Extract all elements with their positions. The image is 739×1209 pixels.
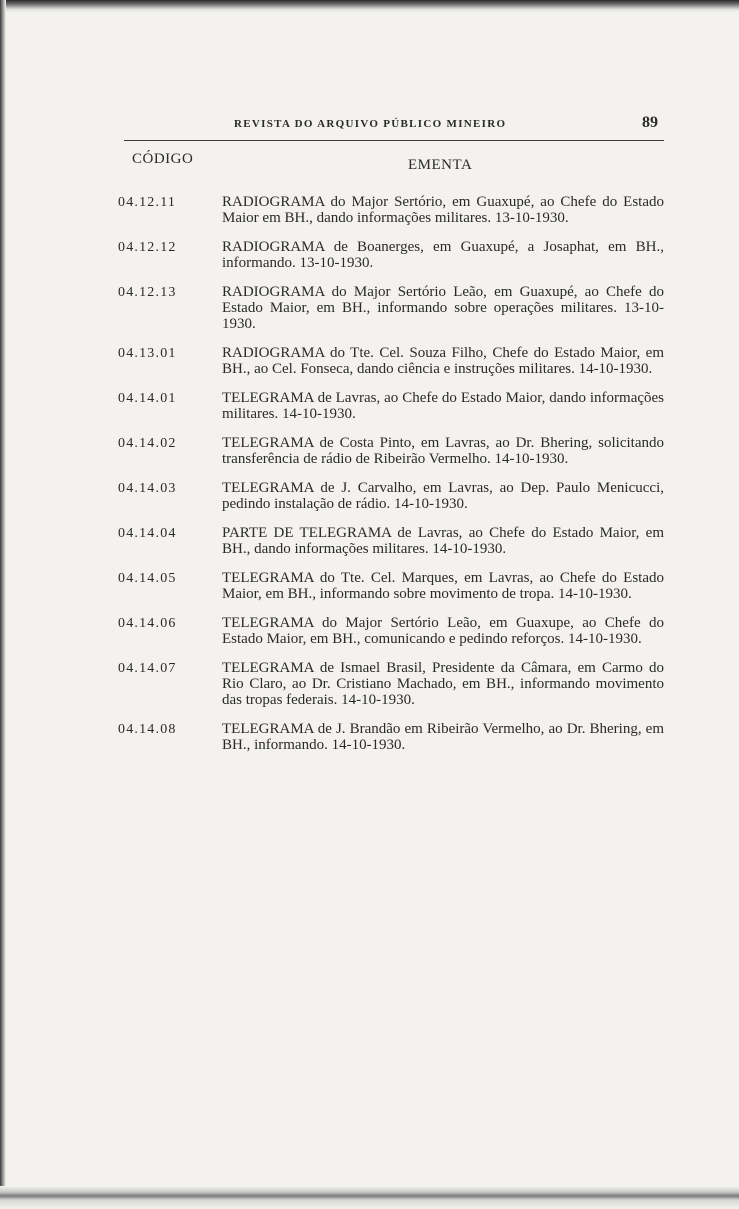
page-number: 89 [642, 114, 658, 131]
entry-text: RADIOGRAMA do Major Sertório Leão, em Guaxupé, ao Chefe do Estado Maior, em BH., informando sobre operações militares. 13-10-1930. [222, 284, 664, 332]
entry-code: 04.14.07 [118, 661, 177, 676]
entry-text: TELEGRAMA de Ismael Brasil, Presidente da Câmara, em Carmo do Rio Claro, ao Dr. Cristiano Machado, em BH., informando movimento das tropas federais. 14-10-1930. [222, 660, 664, 708]
page-top-edge [0, 0, 739, 12]
list-item [118, 239, 664, 271]
entry-text: TELEGRAMA do Major Sertório Leão, em Guaxupe, ao Chefe do Estado Maior, em BH., comunicando e pedindo reforços. 14-10-1930. [222, 615, 664, 647]
entry-text: TELEGRAMA de J. Carvalho, em Lavras, ao Dep. Paulo Menicucci, pedindo instalação de rádio. 14-10-1930. [222, 480, 664, 512]
list-item [118, 480, 664, 512]
entry-text: RADIOGRAMA do Tte. Cel. Souza Filho, Chefe do Estado Maior, em BH., ao Cel. Fonseca, dando ciência e instruções militares. 14-10-1930. [222, 345, 664, 377]
header-rule [124, 140, 664, 141]
list-item [118, 525, 664, 557]
running-header [124, 114, 664, 138]
entry-code: 04.13.01 [118, 346, 177, 361]
page-bottom-edge [0, 1186, 739, 1209]
entry-code: 04.14.05 [118, 571, 177, 586]
journal-title: REVISTA DO ARQUIVO PÚBLICO MINEIRO [234, 118, 507, 130]
list-item [118, 615, 664, 647]
list-item [118, 435, 664, 467]
list-item [118, 660, 664, 708]
list-item [118, 284, 664, 332]
entry-code: 04.14.06 [118, 616, 177, 631]
list-item [118, 194, 664, 226]
column-heading-ementa: EMENTA [408, 157, 473, 173]
entry-code: 04.14.08 [118, 722, 177, 737]
entry-code: 04.14.03 [118, 481, 177, 496]
list-item [118, 721, 664, 753]
entry-text: PARTE DE TELEGRAMA de Lavras, ao Chefe do Estado Maior, em BH., dando informações militares. 14-10-1930. [222, 525, 664, 557]
column-heading-code: CÓDIGO [132, 151, 194, 167]
entry-list [118, 194, 664, 766]
entry-text: TELEGRAMA de Costa Pinto, em Lavras, ao Dr. Bhering, solicitando transferência de rádio de Ribeirão Vermelho. 14-10-1930. [222, 435, 664, 467]
entry-code: 04.12.13 [118, 285, 177, 300]
list-item [118, 390, 664, 422]
entry-code: 04.14.04 [118, 526, 177, 541]
entry-code: 04.12.11 [118, 195, 177, 210]
list-item [118, 345, 664, 377]
page-left-edge [0, 0, 6, 1209]
entry-text: RADIOGRAMA de Boanerges, em Guaxupé, a Josaphat, em BH., informando. 13-10-1930. [222, 239, 664, 271]
entry-code: 04.12.12 [118, 240, 177, 255]
entry-code: 04.14.01 [118, 391, 177, 406]
list-item [118, 570, 664, 602]
entry-text: RADIOGRAMA do Major Sertório, em Guaxupé, ao Chefe do Estado Maior em BH., dando informações militares. 13-10-1930. [222, 194, 664, 226]
entry-code: 04.14.02 [118, 436, 177, 451]
entry-text: TELEGRAMA de J. Brandão em Ribeirão Vermelho, ao Dr. Bhering, em BH., informando. 14-10-1930. [222, 721, 664, 753]
entry-text: TELEGRAMA de Lavras, ao Chefe do Estado Maior, dando informações militares. 14-10-1930. [222, 390, 664, 422]
entry-text: TELEGRAMA do Tte. Cel. Marques, em Lavras, ao Chefe do Estado Maior, em BH., informando sobre movimento de tropa. 14-10-1930. [222, 570, 664, 602]
